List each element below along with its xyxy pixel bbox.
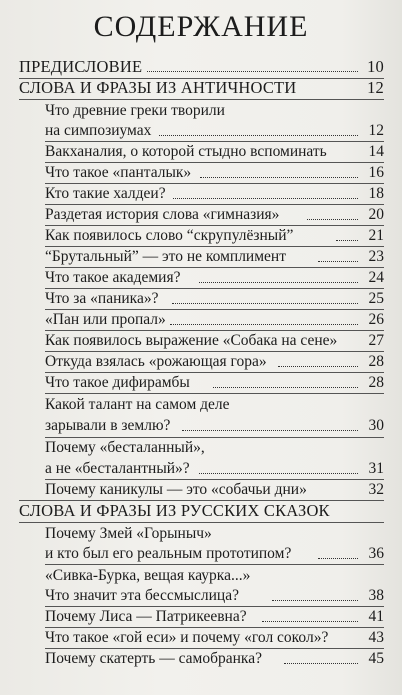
toc-entry-title: Что древние греки творили xyxy=(45,102,225,119)
toc-entry-title: «Сивка-Бурка, вещая каурка...» xyxy=(45,567,251,584)
toc-entry-title: Вакханалия, о которой стыдно вспоминать xyxy=(45,143,327,160)
toc-entry-title: Почему Змей «Горыныч» xyxy=(45,525,212,542)
toc-entry-title: Кто такие халдеи? xyxy=(45,185,166,202)
toc-entry-title: СЛОВА И ФРАЗЫ ИЗ РУССКИХ СКАЗОК xyxy=(19,501,330,520)
toc-entry-title: Откуда взялась «рожающая гора» xyxy=(45,353,267,370)
toc-entry-title: Что такое «гой еси» и почему «гол сокол»? xyxy=(45,629,329,646)
toc-entry-title: а не «бесталантный»? xyxy=(45,460,190,477)
toc-entry-page: 12 xyxy=(367,78,384,97)
toc-entry-title: Почему каникулы — это «собачьи дни» xyxy=(45,481,307,498)
toc-entry-title: СЛОВА И ФРАЗЫ ИЗ АНТИЧНОСТИ xyxy=(19,78,297,97)
toc-entry-title: Почему «бесталанный», xyxy=(45,439,205,456)
toc-entry-title: Что такое дифирамбы xyxy=(45,374,190,391)
toc-entry-page: 24 xyxy=(368,269,384,286)
toc-entry-page: 32 xyxy=(368,481,384,498)
toc-entry-page: 43 xyxy=(368,629,384,646)
toc-entry-page: 26 xyxy=(368,311,384,328)
toc-entry-title: Что такое академия? xyxy=(45,269,181,286)
toc-entry-title: ПРЕДИСЛОВИЕ xyxy=(19,57,143,76)
toc-entry-page: 28 xyxy=(368,353,384,370)
toc-entry-title: Раздетая история слова «гимназия» xyxy=(45,206,280,223)
toc-entry-title: Какой талант на самом деле xyxy=(45,396,230,413)
toc-entry-page: 31 xyxy=(368,460,384,477)
toc-entry-page: 25 xyxy=(368,290,384,307)
toc-entry-title: Что такое «панталык» xyxy=(45,164,192,181)
toc-entry-title: зарывали в землю? xyxy=(45,417,171,434)
toc-entry-page: 45 xyxy=(368,650,384,667)
toc-entry-page: 30 xyxy=(368,417,384,434)
page-title: СОДЕРЖАНИЕ xyxy=(93,10,309,43)
toc-entry-page: 27 xyxy=(368,332,384,349)
toc-entry-page: 36 xyxy=(368,545,384,562)
toc-entry-page: 12 xyxy=(368,122,384,139)
toc-entry-title: Как появилось выражение «Собака на сене» xyxy=(45,332,338,349)
toc-entry-page: 10 xyxy=(367,57,384,76)
toc-entry-page: 28 xyxy=(368,374,384,391)
toc-entry-title: и кто был его реальным прототипом? xyxy=(45,545,292,562)
toc-entry-page: 21 xyxy=(368,227,384,244)
toc-entry-page: 18 xyxy=(368,185,384,202)
toc-entry-title: Что за «паника»? xyxy=(45,290,159,307)
toc-entry-title: Почему Лиса — Патрикеевна? xyxy=(45,608,247,625)
toc-entry-page: 41 xyxy=(368,608,384,625)
toc-entry-title: “Брутальный” — это не комплимент xyxy=(45,248,286,265)
toc-entry-page: 16 xyxy=(368,164,384,181)
toc-entry-page: 20 xyxy=(368,206,384,223)
toc-entry-page: 14 xyxy=(368,143,384,160)
toc-entry-title: «Пан или пропал» xyxy=(45,311,166,328)
toc-entry-title: Что значит эта бессмыслица? xyxy=(45,587,239,604)
toc-entry-page: 38 xyxy=(368,587,384,604)
toc-entry-page: 23 xyxy=(368,248,384,265)
toc-entry-title: Почему скатерть — самобранка? xyxy=(45,650,262,667)
toc-entry-title: Как появилось слово “скрупулёзный” xyxy=(45,227,294,244)
toc-entry-title: на симпозиумах xyxy=(45,122,152,139)
